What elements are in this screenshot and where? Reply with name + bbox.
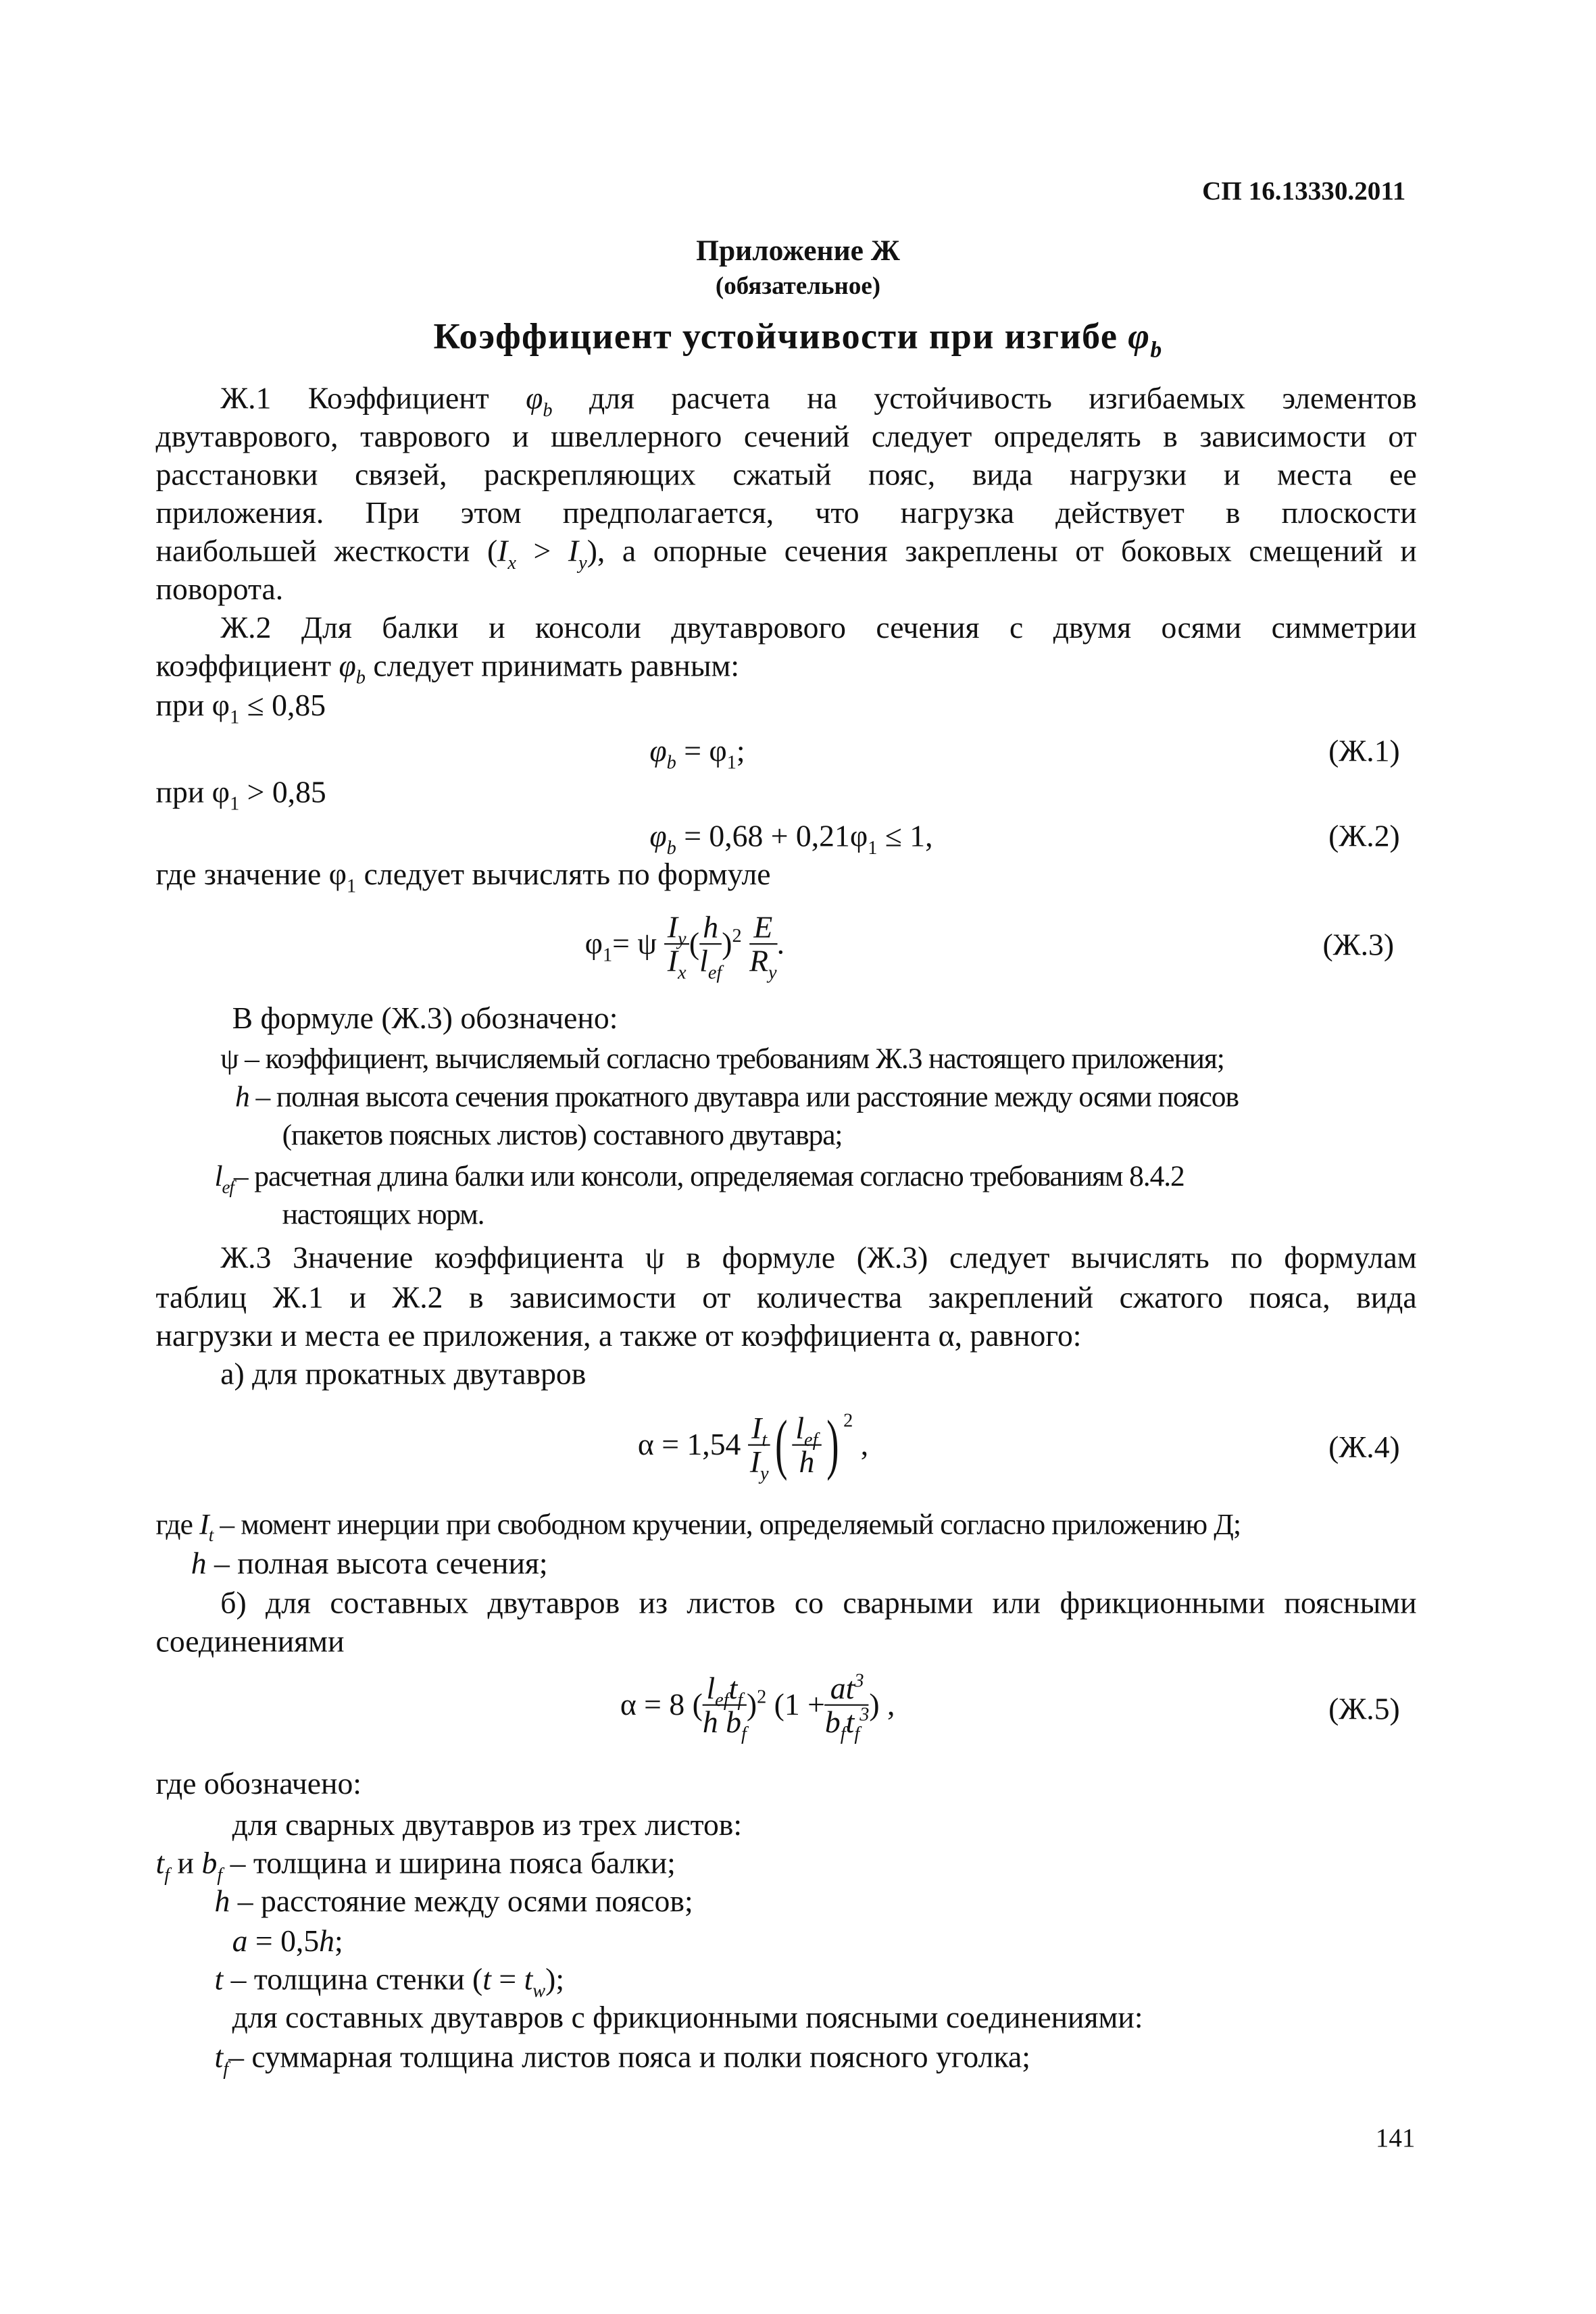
p1-line6: поворота. — [155, 571, 284, 607]
def-h-axes: h – расстояние между осями поясов; — [214, 1883, 693, 1919]
formula-zh2: $\varphi_b = 0,68 + 0,21\varphi_1 \le 1$, — [649, 818, 933, 859]
where2: где обозначено: — [155, 1765, 362, 1802]
legend-intro: В формуле (Ж.3) обозначено: — [232, 1000, 618, 1036]
p3-line1: Ж.3 Значение коэффициента ψ в формуле (Ж.3) следует вычислять по формулам — [220, 1240, 1417, 1276]
page-heading — [0, 314, 1596, 361]
p1-line3: расстановки связей, раскрепляющих сжатый пояс, вида нагрузки и места ее — [155, 457, 1417, 493]
condition-2: при $\varphi_1 > 0,85$ — [155, 774, 326, 815]
appendix-status: (обязательное) — [715, 272, 881, 300]
legend-lef-cont: настоящих норм. — [282, 1199, 484, 1232]
def-tf-bf: $t_f$ и $b_f$ – толщина и ширина пояса балки; — [155, 1845, 676, 1886]
p2-line1: Ж.2 Для балки и консоли двутаврового сечения с двумя осями симметрии — [220, 609, 1417, 645]
p3-line3: нагрузки и места ее приложения, а также от коэффициента α, равного: — [155, 1317, 1082, 1353]
p2-line2: коэффициент $\varphi_b$ следует принимать равным: — [155, 647, 740, 688]
p1-line4: приложения. При этом предполагается, что нагрузка действует в плоскости — [155, 495, 1417, 531]
formula-tag-zh1: (Ж.1) — [1328, 733, 1400, 769]
welded-intro: для сварных двутавров из трех листов: — [232, 1807, 743, 1842]
def-t: t – толщина стенки $(t = t_w)$; — [214, 1961, 565, 2002]
formula-zh5: α = 8 ( $\frac{l_{ef}t_f}{h b_f}$ )$^2$ (1 + $\frac{at^3}{b_ft_f^3}$ ) , — [620, 1668, 895, 1744]
friction-intro: для составных двутавров с фрикционными поясными соединениями: — [232, 1999, 1143, 2035]
p1-line1: Ж.1 Коэффициент $\varphi_b$ для расчета на устойчивость изгибаемых элементов — [220, 380, 1417, 421]
p3-item-b-cont: соединениями — [155, 1623, 345, 1659]
legend-lef: $l_{ef}-$ расчетная длина балки или консоли, определяемая согласно требованиям 8.4.2 — [214, 1160, 1184, 1198]
formula-tag-zh3: (Ж.3) — [1322, 927, 1395, 963]
page-number: 141 — [1375, 2123, 1416, 2153]
formula-zh4: α = 1,54 $\frac{I_t}{I_y}$ ( $\frac{l_{ef}}{h}$ ) $^2$ , — [637, 1406, 869, 1484]
p3-item-b: б) для составных двутавров из листов со сварными или фрикционными поясными — [220, 1585, 1417, 1621]
legend-h: h – полная высота сечения прокатного двутавра или расстояние между осями поясов — [234, 1081, 1239, 1114]
formula-tag-zh4: (Ж.4) — [1328, 1429, 1400, 1465]
heading-text: Коэффициент устойчивости при изгибе — [433, 317, 1118, 357]
where-it: где $I_t$ – момент инерции при свободном кручении, определяемый согласно приложению Д; — [155, 1509, 1241, 1546]
document-code: СП 16.13330.2011 — [1202, 176, 1406, 206]
formula-tag-zh2: (Ж.2) — [1328, 818, 1400, 854]
appendix-title: Приложение Ж — [696, 234, 900, 268]
def-a: a = 0,5h; — [232, 1923, 343, 1959]
where-h: h – полная высота сечения; — [191, 1545, 548, 1581]
where-phi1: где значение $\varphi_1$ следует вычислять по формуле — [155, 856, 771, 897]
heading-symbol: $\varphi_b$ — [1128, 317, 1163, 363]
legend-psi: ψ – коэффициент, вычисляемый согласно требованиям Ж.3 настоящего приложения; — [220, 1042, 1224, 1076]
formula-zh3: $\varphi_1$ = ψ $\frac{I_y}{I_x}$ ( $\frac{h}{l_{ef}}$ )$^2$ $\frac{E}{R_y}$ . — [584, 908, 784, 983]
condition-1: при $\varphi_1 \le 0,85$ — [155, 687, 326, 728]
p1-line2: двутаврового, таврового и швеллерного сечений следует определять в зависимости от — [155, 418, 1417, 454]
p3-line2: таблиц Ж.1 и Ж.2 в зависимости от количества закреплений сжатого пояса, вида — [155, 1280, 1417, 1315]
legend-h-cont: (пакетов поясных листов) составного двутавра; — [282, 1120, 843, 1152]
p3-item-a: а) для прокатных двутавров — [220, 1356, 587, 1392]
def-tf-sum: $t_f-$ суммарная толщина листов пояса и полки поясного уголка; — [214, 2039, 1030, 2080]
formula-tag-zh5: (Ж.5) — [1328, 1690, 1400, 1727]
p1-line5: наибольшей жесткости $(I_x > I_y)$, а опорные сечения закреплены от боковых смещений и — [155, 533, 1417, 574]
formula-zh1: $\varphi_b = \varphi_1$; — [649, 733, 745, 774]
